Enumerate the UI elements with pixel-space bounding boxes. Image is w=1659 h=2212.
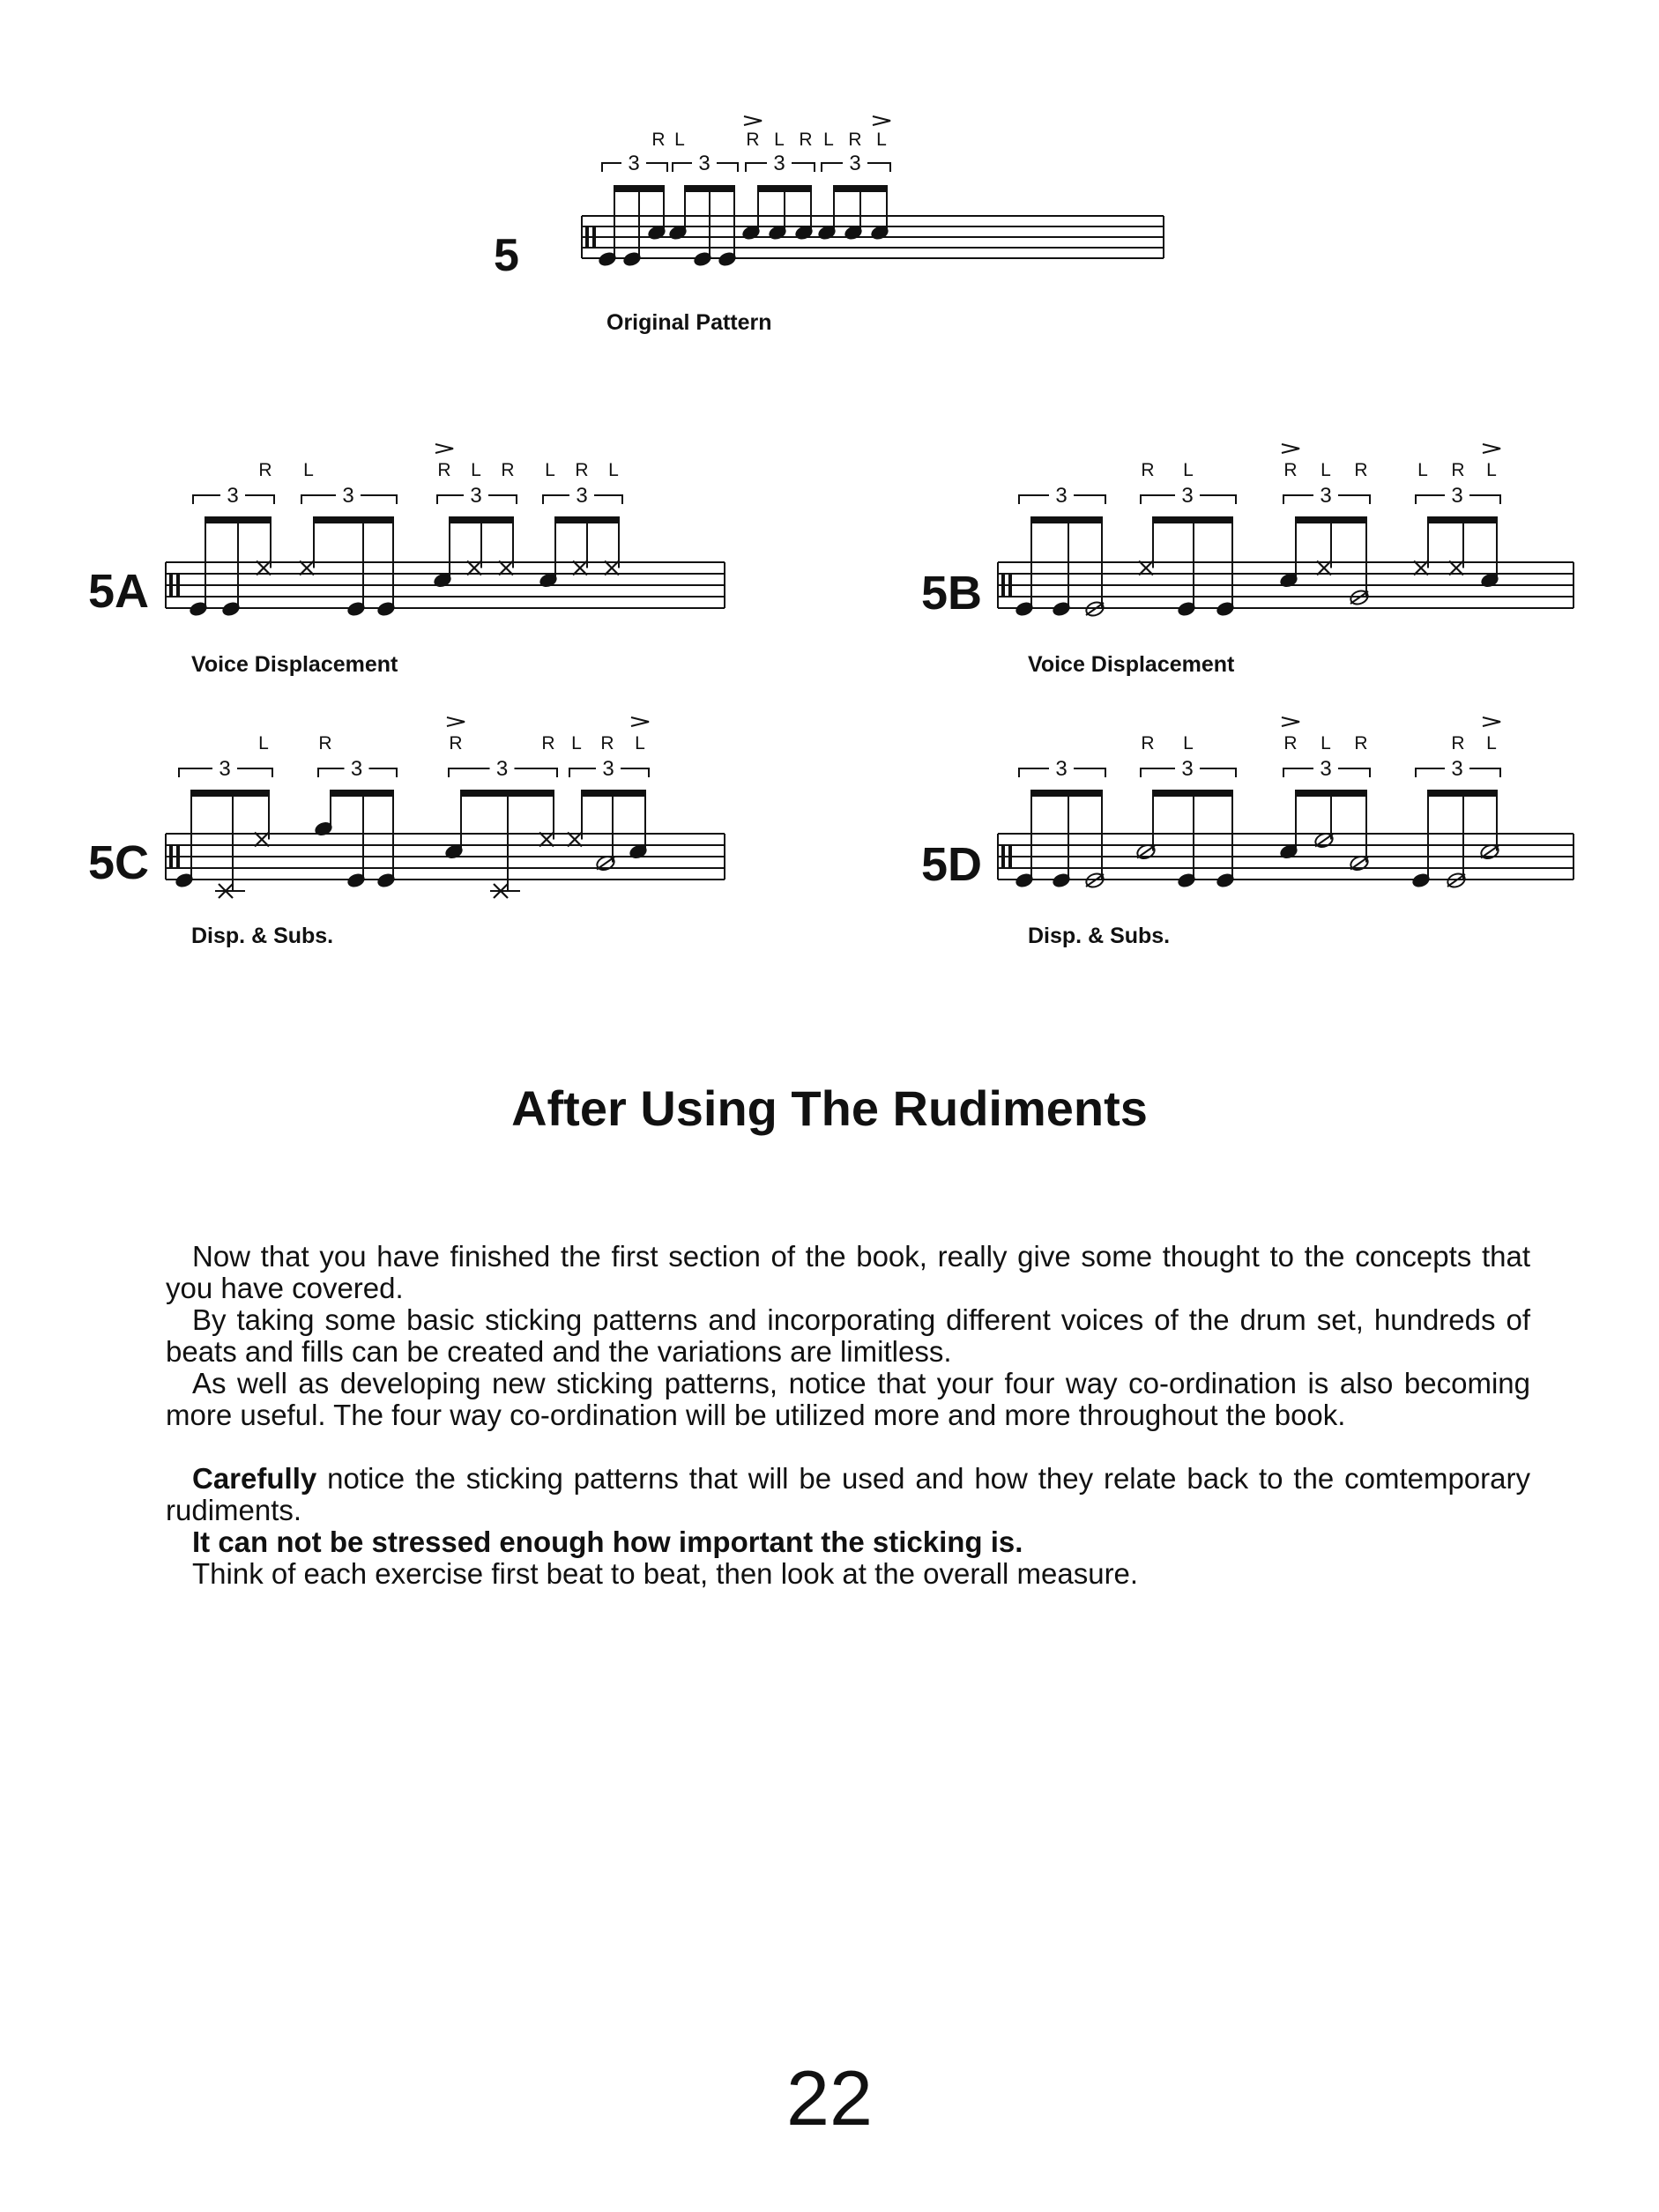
sticking-letter: R [1354,460,1368,480]
tuplet-bracket [515,768,558,777]
tuplet-bracket [245,495,274,504]
sticking-letter: L [1486,460,1497,480]
accent-mark [631,717,649,726]
tuplet-bracket [1283,495,1313,504]
notation-staff [88,705,758,952]
notation-staff [494,97,1181,317]
tuplet-bracket [1019,768,1049,777]
sticking-letter: L [571,733,582,753]
section-title: After Using The Rudiments [511,1080,1148,1136]
tuplet-number: 3 [1181,757,1194,781]
beam [449,516,514,523]
accent-mark [873,116,890,125]
sticking-letter: R [848,130,862,150]
exercise-5 [494,97,1181,344]
tuplet-number: 3 [849,152,861,175]
sticking-letter: L [876,130,887,150]
notation-staff [88,432,758,661]
tuplet-bracket [717,163,738,172]
tuplet-bracket [543,495,569,504]
percussion-clef [1001,845,1005,868]
accent-mark [435,444,453,453]
exercise-label: 5B [921,567,983,620]
tuplet-bracket [437,495,464,504]
tuplet-bracket [1141,768,1175,777]
tuplet-bracket [621,768,649,777]
tuplet-bracket [1416,768,1445,777]
sticking-letter: R [575,460,589,480]
sticking-letter: L [1321,733,1331,753]
sticking-letter: R [1354,733,1368,753]
tuplet-bracket [1074,495,1105,504]
tuplet-number: 3 [1451,757,1463,781]
tuplet-bracket [193,495,220,504]
tuplet-bracket [318,768,345,777]
sticking-letter: L [1183,733,1194,753]
tuplet-bracket [1283,768,1313,777]
sticking-letter: R [1451,733,1465,753]
paragraph: By taking some basic sticking patterns and incorporating different voices of the drum set, hundreds of beats and fills can be created and the variations are limitless. [166,1303,1530,1368]
beam [684,185,735,192]
accent-mark [1483,717,1500,726]
percussion-clef [1001,574,1005,597]
percussion-clef [592,226,596,248]
tuplet-bracket [867,163,890,172]
beam [757,185,812,192]
page-number: 22 [786,2054,873,2141]
accent-mark [744,116,762,125]
exercise-caption: Disp. & Subs. [1028,924,1171,948]
sticking-letter: L [823,130,834,150]
tuplet-number: 3 [1055,484,1068,508]
sticking-letter: R [258,460,272,480]
tuplet-number: 3 [698,152,710,175]
percussion-clef [176,574,180,597]
beam [190,790,270,797]
tuplet-bracket [1141,495,1175,504]
beam [1295,516,1367,523]
paragraph: As well as developing new sticking patterns, notice that your four way co-ordination is also becoming more useful. The four way co-ordination will be utilized more and more throughout the book. [166,1367,1530,1431]
beam [1295,790,1367,797]
tuplet-number: 3 [602,757,614,781]
sticking-letter: R [449,733,463,753]
beam [313,516,394,523]
tuplet-bracket [646,163,667,172]
sticking-letter: R [541,733,555,753]
tuplet-bracket [1019,495,1049,504]
percussion-clef [169,574,173,597]
tuplet-number: 3 [1181,484,1194,508]
exercise-caption: Voice Displacement [191,652,398,677]
tuplet-bracket [1074,768,1105,777]
percussion-clef [169,845,173,868]
sticking-letter: L [1417,460,1428,480]
paragraph: Now that you have finished the first section of the book, really give some thought to the concepts that you have covered. [166,1240,1530,1304]
tuplet-number: 3 [227,484,239,508]
notation-staff [917,705,1604,934]
paragraph-sticking-notice [166,1463,1530,1526]
exercise-label: 5 [494,230,519,281]
exercise-caption: Disp. & Subs. [191,924,334,948]
tuplet-number: 3 [219,757,231,781]
percussion-clef [1008,574,1012,597]
tuplet-number: 3 [576,484,588,508]
sticking-letter: L [258,733,269,753]
sticking-letter: R [1141,460,1155,480]
exercise-5c [88,705,758,969]
beam [205,516,272,523]
tuplet-bracket [369,768,398,777]
sticking-letter: R [501,460,515,480]
sticking-letter: L [545,460,555,480]
tuplet-number: 3 [628,152,640,175]
sticking-letter: R [1451,460,1465,480]
tuplet-bracket [361,495,397,504]
beam [554,516,620,523]
beam [460,790,554,797]
accent-mark [447,717,465,726]
tuplet-bracket [673,163,692,172]
tuplet-bracket [1338,495,1370,504]
tuplet-bracket [1338,768,1370,777]
tuplet-bracket [569,768,596,777]
beam [1152,790,1233,797]
tuplet-bracket [1469,495,1500,504]
tuplet-number: 3 [1451,484,1463,508]
exercise-label: 5C [88,836,150,889]
tuplet-number: 3 [470,484,482,508]
sticking-letter: R [600,733,614,753]
exercise-5b [917,432,1604,696]
tuplet-bracket [449,768,490,777]
paragraph-rest: notice the sticking patterns that will be used and how they relate back to the comtemporary rudiments. [166,1462,1530,1526]
sticking-letter: L [1321,460,1331,480]
tuplet-bracket [602,163,621,172]
beam [1427,516,1498,523]
tuplet-number: 3 [773,152,785,175]
tuplet-bracket [822,163,843,172]
sticking-letter: L [674,130,685,150]
exercise-5d [917,705,1604,969]
tuplet-number: 3 [1055,757,1068,781]
tuplet-bracket [301,495,336,504]
accent-mark [1282,444,1299,453]
beam [614,185,665,192]
exercise-label: 5A [88,565,150,618]
exercise-caption: Voice Displacement [1028,652,1235,677]
beam [1030,516,1103,523]
sticking-letter: R [799,130,813,150]
tuplet-number: 3 [1320,484,1332,508]
tuplet-bracket [237,768,272,777]
sticking-letter: L [471,460,481,480]
tuplet-number: 3 [495,757,509,781]
tuplet-number: 3 [342,484,354,508]
tuplet-bracket [1200,495,1236,504]
accent-mark [1282,717,1299,726]
exercise-5a [88,432,758,696]
tuplet-bracket [1200,768,1236,777]
sticking-letter: R [651,130,666,150]
sticking-letter: R [318,733,332,753]
tuplet-bracket [179,768,212,777]
notation-staff [917,432,1604,661]
exercise-caption: Original Pattern [606,310,772,335]
tuplet-bracket [1469,768,1500,777]
sticking-letter: L [303,460,314,480]
sticking-letter: R [1283,733,1298,753]
percussion-clef [1008,845,1012,868]
sticking-letter: R [1283,460,1298,480]
percussion-clef [176,845,180,868]
percussion-clef [585,226,589,248]
tuplet-number: 3 [350,757,363,781]
tuplet-bracket [792,163,815,172]
sticking-letter: R [746,130,760,150]
sticking-letter: R [1141,733,1155,753]
exercise-label: 5D [921,838,983,891]
sticking-letter: L [608,460,619,480]
tuplet-number: 3 [1320,757,1332,781]
beam [330,790,394,797]
tuplet-bracket [594,495,622,504]
beam [1152,516,1233,523]
sticking-letter: L [1183,460,1194,480]
sticking-letter: L [774,130,785,150]
beam [1030,790,1103,797]
closing-line: Think of each exercise first beat to beat, then look at the overall measure. [192,1557,1139,1590]
bold-lead: Carefully [192,1462,317,1495]
sticking-letter: R [437,460,451,480]
sticking-letter: L [1486,733,1497,753]
tuplet-bracket [746,163,767,172]
accent-mark [1483,444,1500,453]
tuplet-bracket [1416,495,1445,504]
emphasis-line: It can not be stressed enough how important the sticking is. [192,1525,1023,1558]
beam [581,790,646,797]
beam [833,185,888,192]
beam [1427,790,1498,797]
sticking-letter: L [635,733,645,753]
body-text [166,1241,1530,1590]
tuplet-bracket [488,495,517,504]
